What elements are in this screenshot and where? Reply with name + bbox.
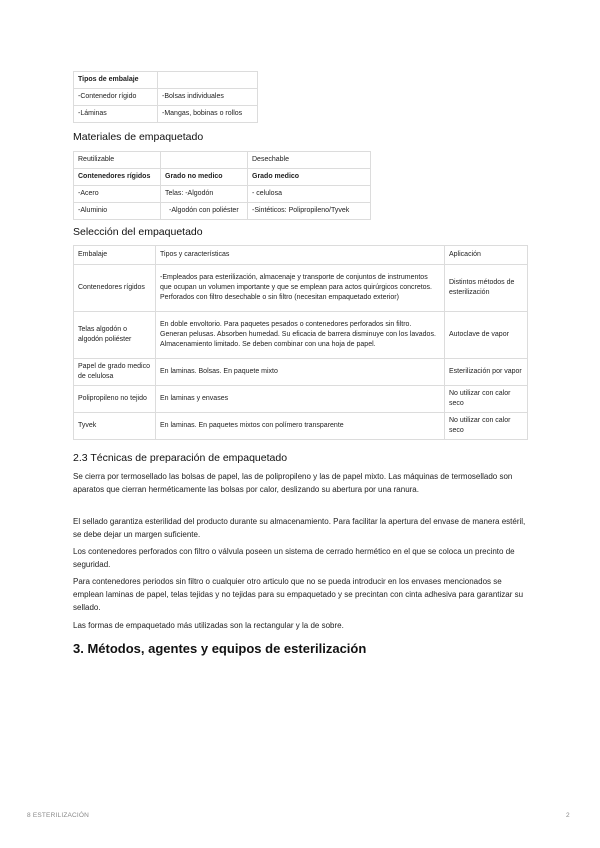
table-row [74, 265, 528, 312]
table-cell: En laminas. Bolsas. En paquete mixto [156, 359, 445, 386]
table-cell: -Algodón con poliéster [161, 203, 248, 220]
group-label-reusable: Reutilizable [74, 152, 161, 169]
table-cell: Telas algodón o algodón poliéster [74, 312, 156, 359]
table-cell: No utilizar con calor seco [445, 386, 528, 413]
table-row [74, 359, 528, 386]
table-cell: Telas: -Algodón [161, 186, 248, 203]
table-cell: -Mangas, bobinas o rollos [158, 106, 258, 123]
table-header-cell: Grado no medico [161, 169, 248, 186]
table-cell: -Sintéticos: Polipropileno/Tyvek [248, 203, 371, 220]
table-cell: Polipropileno no tejido [74, 386, 156, 413]
paragraph: Los contenedores perforados con filtro o válvula poseen un sistema de cerrado hermético en el que se coloca un precinto de seguridad. [73, 547, 515, 569]
table-row [74, 246, 528, 265]
paragraph: Se cierra por termosellado las bolsas de papel, las de polipropileno y las de papel mixto. Las máquinas de termosellado son aparatos que cierran herméticamente las bolsas por calor, deslizando su abertura por una ranura. [73, 472, 513, 494]
table-row [74, 312, 528, 359]
table-row [74, 186, 371, 203]
table-cell: Autoclave de vapor [445, 312, 528, 359]
table-row [74, 203, 371, 220]
selection-table [73, 245, 528, 440]
table-header-cell: Grado medico [248, 169, 371, 186]
table-row [74, 106, 258, 123]
table-cell: En laminas. En paquetes mixtos con polímero transparente [156, 413, 445, 440]
section-heading-3: 3. Métodos, agentes y equipos de esterilización [73, 641, 367, 656]
table-cell: - celulosa [248, 186, 371, 203]
table-header-cell: Contenedores rígidos [74, 169, 161, 186]
materials-table [73, 151, 371, 220]
table-cell: -Láminas [74, 106, 158, 123]
table-header-cell: Embalaje [74, 246, 156, 265]
table-header-cell: Aplicación [445, 246, 528, 265]
packaging-types-table [73, 71, 258, 123]
group-label-disposable: Desechable [248, 152, 371, 169]
table-header-cell: Tipos y características [156, 246, 445, 265]
table-row [74, 386, 528, 413]
footer-left: 8 ESTERILIZACIÓN [27, 812, 90, 819]
table-header-cell: Tipos de embalaje [74, 72, 158, 89]
table-cell: En doble envoltorio. Para paquetes pesados o contenedores perforados sin filtro. Generan pelusas. Absorben humedad. Su eficacia de barrera disminuye con los lavados. Almacenamiento limitado. Se deben combinar con una hoja de papel. [156, 312, 445, 359]
table-row [74, 169, 371, 186]
table-row [74, 72, 258, 89]
section-heading-tecnicas: 2.3 Técnicas de preparación de empaquetado [73, 452, 288, 464]
table-cell: Esterilización por vapor [445, 359, 528, 386]
table-cell: -Aluminio [74, 203, 161, 220]
table-cell: -Contenedor rígido [74, 89, 158, 106]
table-cell: Distintos métodos de esterilización [445, 265, 528, 312]
page-number: 2 [566, 812, 570, 819]
table-cell: Tyvek [74, 413, 156, 440]
table-cell: Contenedores rígidos [74, 265, 156, 312]
table-row [74, 413, 528, 440]
table-cell: -Bolsas individuales [158, 89, 258, 106]
table-cell [158, 72, 258, 89]
paragraph: Las formas de empaquetado más utilizadas son la rectangular y la de sobre. [73, 621, 344, 630]
table-cell [161, 152, 248, 169]
section-heading-materiales: Materiales de empaquetado [73, 131, 204, 143]
paragraph: Para contenedores periodos sin filtro o cualquier otro articulo que no se pueda introducir en los envases mencionados se emplean laminas de papel, telas tejidas y no tejidas para su empaquetado y se precintan con cinta adhesiva para garantizar su sellado. [73, 577, 524, 612]
table-row [74, 152, 371, 169]
section-heading-seleccion: Selección del empaquetado [73, 226, 203, 238]
table-cell: No utilizar con calor seco [445, 413, 528, 440]
paragraph: El sellado garantiza esterilidad del producto durante su almacenamiento. Para facilitar la apertura del envase de manera estéril, se debe dejar un margen suficiente. [73, 517, 526, 539]
table-cell: En laminas y envases [156, 386, 445, 413]
table-cell: Papel de grado medico de celulosa [74, 359, 156, 386]
table-cell: -Acero [74, 186, 161, 203]
table-row [74, 89, 258, 106]
table-cell: -Empleados para esterilización, almacenaje y transporte de conjuntos de instrumentos que ocupan un volumen importante y que se emplean para actos quirúrgicos concretos. Perforados con filtro desechable o sin filtro (necesitan empaquetado exterior) [156, 265, 445, 312]
